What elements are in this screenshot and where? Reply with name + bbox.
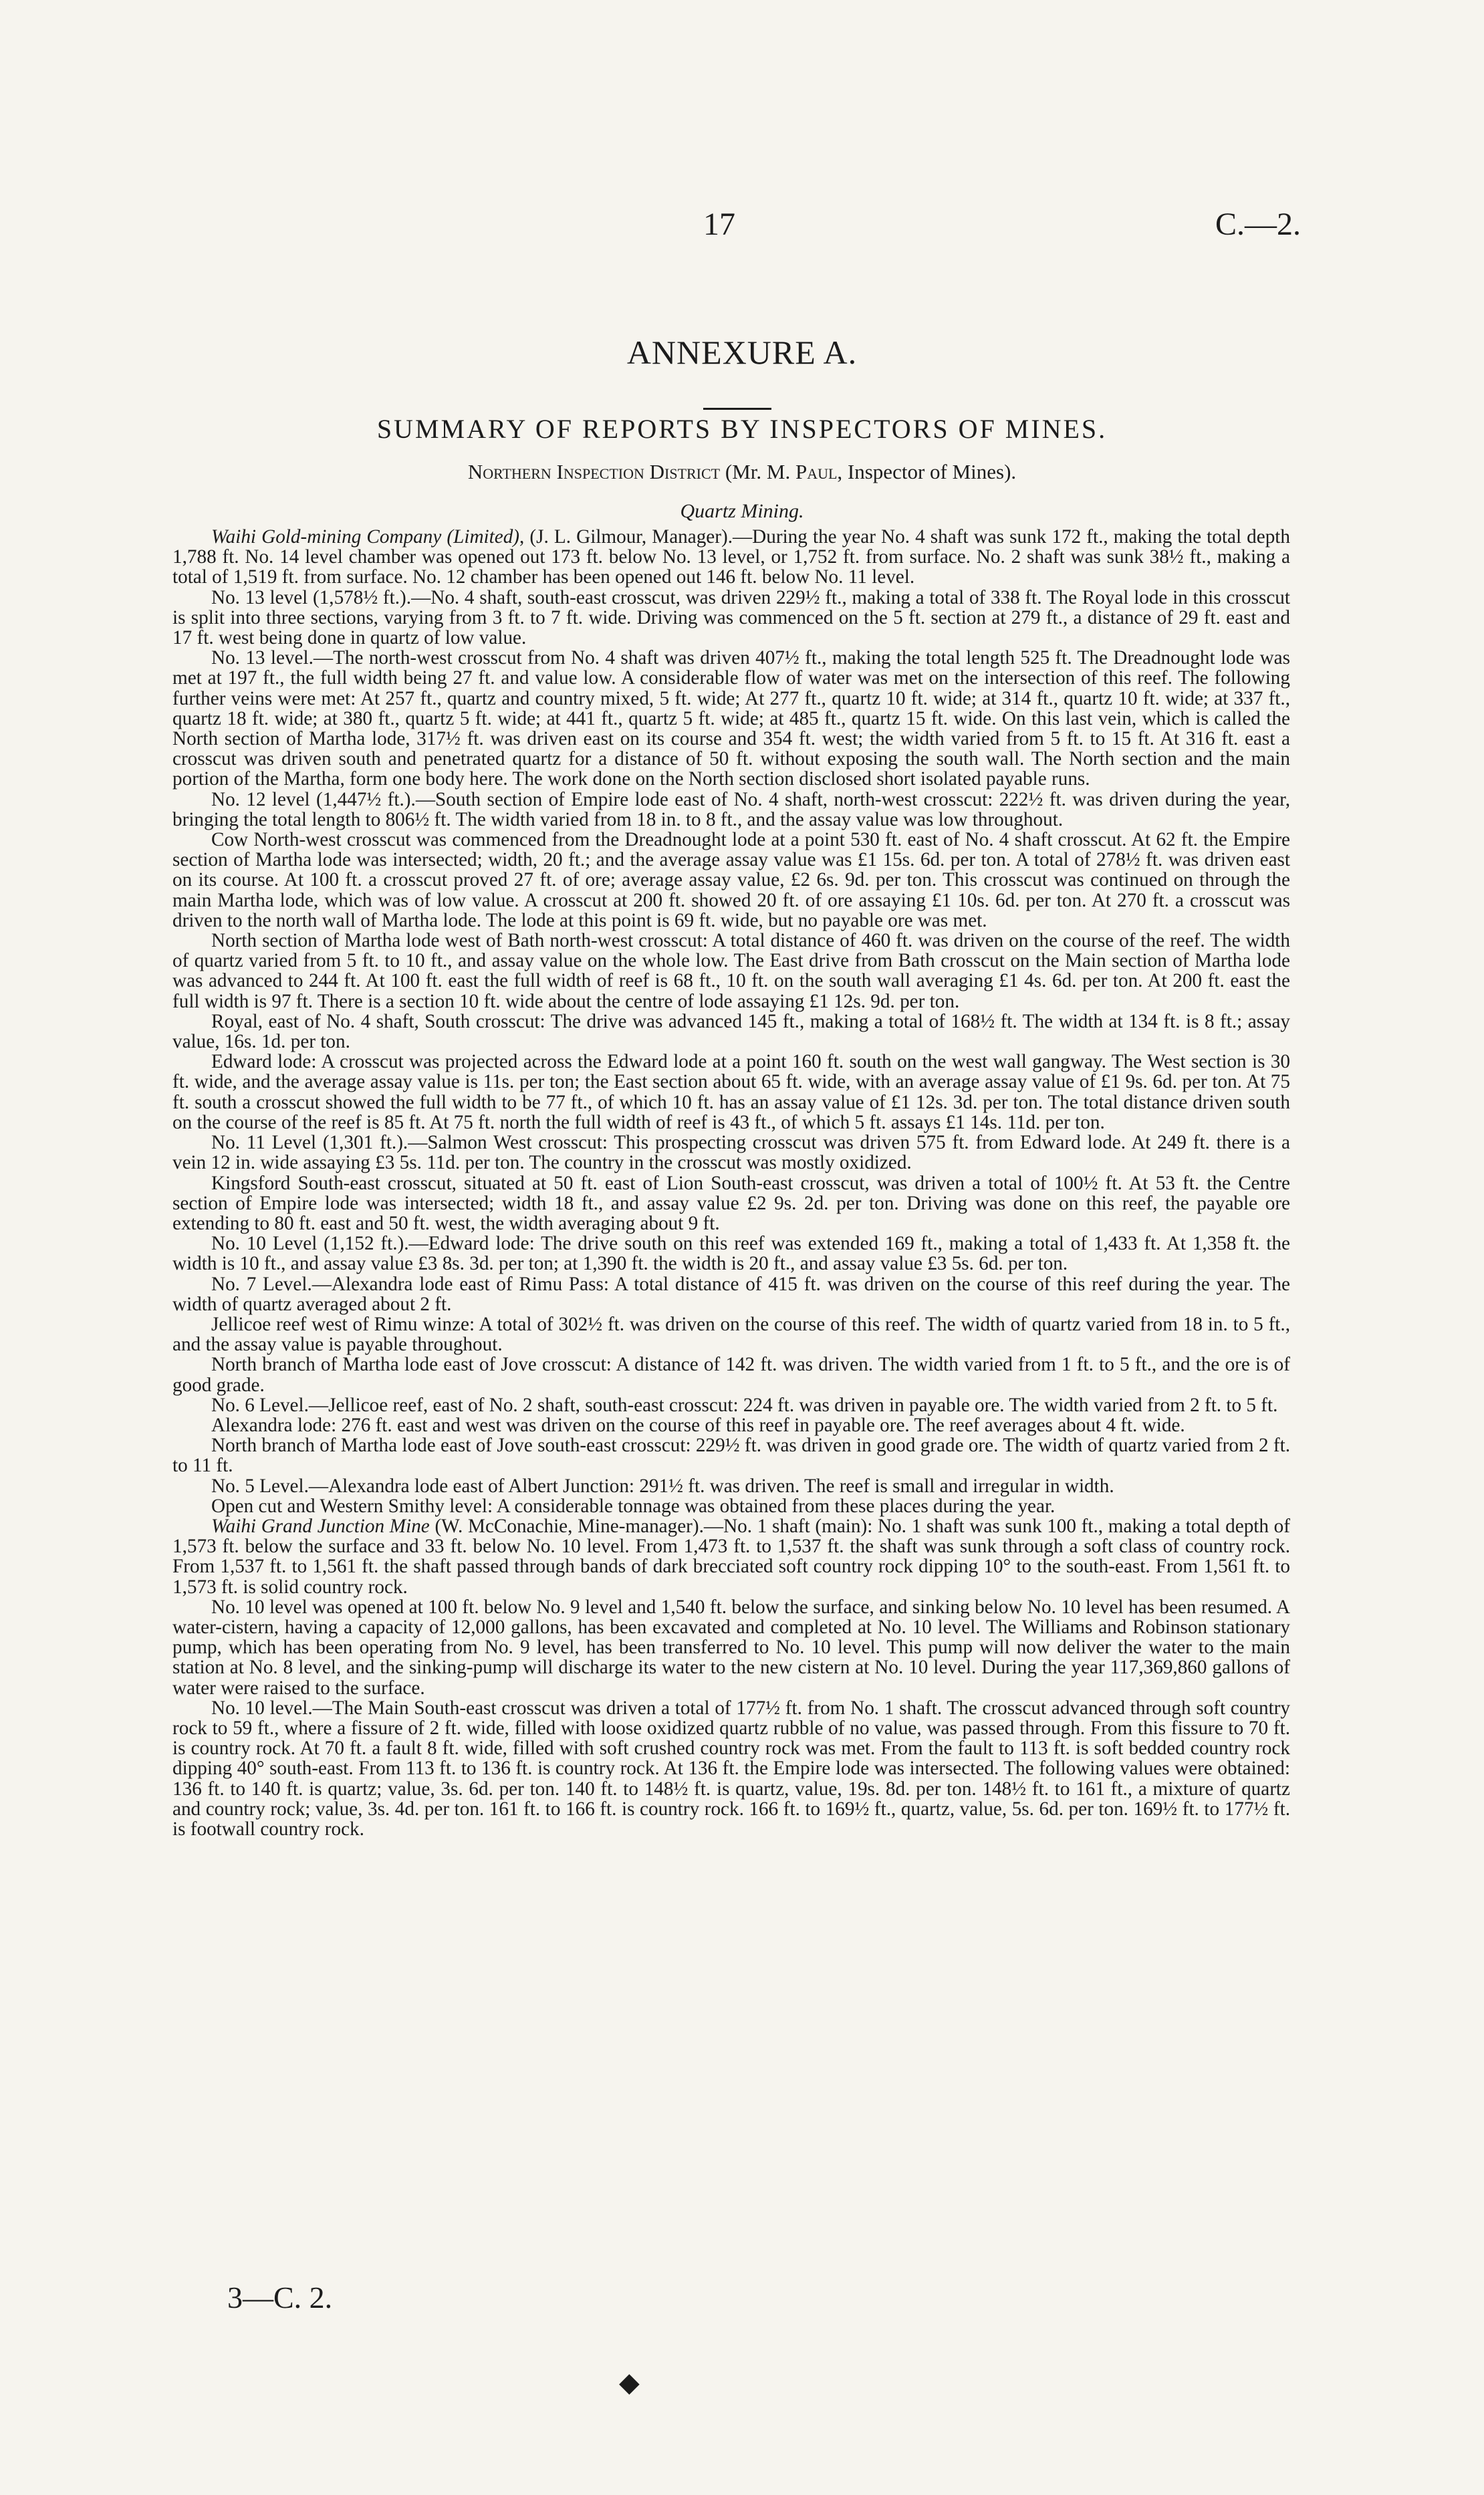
report-paragraph [172, 1052, 1290, 1133]
report-paragraph [172, 830, 1290, 931]
district-inspector-open: (Mr. M. [720, 460, 795, 483]
paragraph-text: No. 10 Level (1,152 ft.).—Edward lode: The drive south on this reef was extended 169 ft., making a total of 1,433 ft. At 1,358 ft. the width is 10 ft., and assay value £3 8s. 3d. per ton; at 1,390 ft. the width is 20 ft., and assay value £3 5s. 6d. per ton. [172, 1233, 1290, 1275]
report-paragraph [172, 1597, 1290, 1698]
paragraph-text: Cow North-west crosscut was commenced from the Dreadnought lode at a point 530 ft. east of No. 4 shaft crosscut. At 62 ft. the Empire section of Martha lode was intersected; width, 20 ft.; and the average assay value was £1 15s. 6d. per ton. A total of 278½ ft. was driven east on its course. At 100 ft. a crosscut proved 27 ft. of ore; average assay value, £2 6s. 9d. per ton. This crosscut was continued on through the main Martha lode, which was of low value. A crosscut at 200 ft. showed 20 ft. of ore assaying £1 10s. 6d. per ton. At 270 ft. a crosscut was driven to the north wall of Martha lode. The lode at this point is 69 ft. wide, but no payable ore was met. [172, 829, 1290, 931]
report-paragraph [172, 1314, 1290, 1354]
report-paragraph [172, 931, 1290, 1012]
paragraph-text: No. 5 Level.—Alexandra lode east of Albert Junction: 291½ ft. was driven. The reef is small and irregular in width. [211, 1475, 1114, 1497]
report-paragraph [172, 1133, 1290, 1173]
paper-reference: C.—2. [1215, 207, 1302, 242]
report-body [172, 527, 1290, 1839]
paragraph-text: North section of Martha lode west of Bath north-west crosscut: A total distance of 460 ft. was driven on the course of the reef. The width of quartz varied from 5 ft. to 10 ft., and assay value on the whole low. The East drive from Bath crosscut on the Main section of Martha lode was advanced to 244 ft. At 100 ft. east the full width of reef is 68 ft., 10 ft. on the south wall averaging £1 4s. 6d. per ton. At 200 ft. east the full width is 97 ft. There is a section 10 ft. wide about the centre of lode assaying £1 12s. 9d. per ton. [172, 930, 1290, 1012]
report-paragraph [172, 527, 1290, 588]
company-name: Waihi Gold-mining Company (Limited) [211, 526, 520, 548]
report-paragraph [172, 588, 1290, 648]
report-paragraph [172, 1012, 1290, 1052]
district-inspector-close: , Inspector of Mines). [837, 460, 1017, 483]
paragraph-text: No. 10 level was opened at 100 ft. below No. 9 level and 1,540 ft. below the surface, and sinking below No. 10 level has been resumed. A water-cistern, having a capacity of 12,000 gallons, has been excavated and completed at No. 10 level. The Williams and Robinson stationary pump, which has been operating from No. 9 level, has been transferred to No. 10 level. This pump will now deliver the water to the main station at No. 8 level, and the sinking-pump will discharge its water to the new cistern at No. 10 level. During the year 117,369,860 gallons of water were raised to the surface. [172, 1596, 1290, 1699]
paragraph-text: Edward lode: A crosscut was projected across the Edward lode at a point 160 ft. south on the west wall gangway. The West section is 30 ft. wide, and the average assay value is 11s. per ton; the East section about 65 ft. wide, with an average assay value of £1 9s. 6d. per ton. At 75 ft. south a crosscut showed the full width to be 77 ft., of which 10 ft. has an assay value of £1 12s. 3d. per ton. The total distance driven south on the course of the reef is 85 ft. At 75 ft. north the full width of reef is 43 ft., of which 5 ft. assays £1 14s. 11d. per ton. [172, 1051, 1290, 1133]
report-paragraph [172, 790, 1290, 830]
heading-rule [703, 408, 771, 410]
paragraph-text: North branch of Martha lode east of Jove south-east crosscut: 229½ ft. was driven in good grade ore. The width of quartz varied from 2 ft. to 11 ft. [172, 1435, 1290, 1477]
report-paragraph [172, 1698, 1290, 1839]
annexure-heading: ANNEXURE A. [626, 334, 858, 371]
report-paragraph [172, 1496, 1290, 1516]
paragraph-text: No. 11 Level (1,301 ft.).—Salmon West crosscut: This prospecting crosscut was driven 575 ft. from Edward lode. At 249 ft. there is a vein 12 in. wide assaying £3 5s. 11d. per ton. The country in the crosscut was mostly oxidized. [172, 1132, 1290, 1174]
report-paragraph [172, 1274, 1290, 1314]
report-paragraph [172, 1516, 1290, 1597]
report-paragraph [172, 1435, 1290, 1475]
ornament-icon: ◆ [619, 2367, 640, 2397]
paragraph-text: No. 12 level (1,447½ ft.).—South section of Empire lode east of No. 4 shaft, north-west crosscut: 222½ ft. was driven during the year, bringing the total length to 806½ ft. The width varied from 18 in. to 8 ft., and the assay value was low throughout. [172, 788, 1290, 830]
paragraph-text: , (J. L. Gilmour, Manager).—During the year No. 4 shaft was sunk 172 ft., making the total depth 1,788 ft. No. 14 level chamber was opened out 173 ft. below No. 13 level, or 1,752 ft. from surface. No. 2 shaft was sunk 38½ ft., making a total of 1,519 ft. from surface. No. 12 chamber has been opened out 146 ft. below No. 11 level. [172, 526, 1290, 588]
report-paragraph [172, 1395, 1290, 1415]
paragraph-text: No. 13 level (1,578½ ft.).—No. 4 shaft, south-east crosscut, was driven 229½ ft., making a total of 338 ft. The Royal lode in this crosscut is split into three sections, varying from 3 ft. to 7 ft. wide. Driving was commenced on the 5 ft. section at 279 ft., a distance of 29 ft. east and 17 ft. west being done in quartz of low value. [172, 586, 1290, 649]
paragraph-text: (W. McConachie, Mine-manager).—No. 1 shaft (main): No. 1 shaft was sunk 100 ft., making a total depth of 1,573 ft. below the surface and 33 ft. below No. 10 level. From 1,473 ft. to 1,537 ft. the shaft was sunk through a soft class of country rock. From 1,537 ft. to 1,561 ft. the shaft passed through bands of dark brecciated soft country rock dipping 10° to the south-east. From 1,561 ft. to 1,573 ft. is solid country rock. [172, 1515, 1290, 1598]
report-paragraph [172, 648, 1290, 789]
report-paragraph [172, 1354, 1290, 1395]
signature-mark: 3—C. 2. [227, 2280, 333, 2314]
paragraph-text: No. 7 Level.—Alexandra lode east of Rimu Pass: A total distance of 415 ft. was driven on the course of this reef during the year. The width of quartz averaged about 2 ft. [172, 1273, 1290, 1315]
paragraph-text: Open cut and Western Smithy level: A considerable tonnage was obtained from these places during the year. [211, 1495, 1056, 1517]
page-number: 17 [703, 207, 735, 242]
district-line [0, 460, 1484, 484]
section-heading: Quartz Mining. [680, 500, 804, 522]
paragraph-text: Alexandra lode: 276 ft. east and west was driven on the course of this reef in payable ore. The reef averages about 4 ft. wide. [211, 1414, 1185, 1436]
report-paragraph [172, 1476, 1290, 1496]
summary-heading: SUMMARY OF REPORTS BY INSPECTORS OF MINES. [376, 414, 1108, 444]
report-paragraph [172, 1173, 1290, 1234]
paragraph-text: Kingsford South-east crosscut, situated at 50 ft. east of Lion South-east crosscut, was driven a total of 100½ ft. At 53 ft. the Centre section of Empire lode was intersected; width 18 ft., and assay value £2 9s. 2d. per ton. Driving was done on this reef, the payable ore extending to 80 ft. east and 50 ft. west, the width averaging about 9 ft. [172, 1172, 1290, 1234]
district-name: Northern Inspection District [467, 460, 721, 483]
report-paragraph [172, 1415, 1290, 1435]
paragraph-text: No. 10 level.—The Main South-east crosscut was driven a total of 177½ ft. from No. 1 shaft. The crosscut advanced through soft country rock to 59 ft., where a fissure of 2 ft. wide, filled with loose oxidized quartz rubble of no value, was passed through. From this fissure to 70 ft. is country rock. At 70 ft. a fault 8 ft. wide, filled with soft crushed country rock was met. From the fault to 113 ft. is soft bedded country rock dipping 40° south-east. From 113 ft. to 136 ft. is country rock. At 136 ft. the Empire lode was intersected. The following values were obtained: 136 ft. to 140 ft. is quartz; value, 3s. 6d. per ton. 140 ft. to 148½ ft. is quartz, value, 19s. 8d. per ton. 148½ ft. to 161 ft., a mixture of quartz and country rock; value, 3s. 4d. per ton. 161 ft. to 166 ft. is country rock. 166 ft. to 169½ ft., quartz, value, 5s. 6d. per ton. 169½ ft. to 177½ ft. is footwall country rock. [172, 1697, 1290, 1840]
paragraph-text: North branch of Martha lode east of Jove crosscut: A distance of 142 ft. was driven. The width varied from 1 ft. to 5 ft., and the ore is of good grade. [172, 1354, 1290, 1396]
inspector-name: Paul [795, 460, 838, 483]
paragraph-text: Royal, east of No. 4 shaft, South crosscut: The drive was advanced 145 ft., making a total of 168½ ft. The width at 134 ft. is 8 ft.; assay value, 16s. 1d. per ton. [172, 1010, 1290, 1053]
paragraph-text: No. 6 Level.—Jellicoe reef, east of No. 2 shaft, south-east crosscut: 224 ft. was driven in payable ore. The width varied from 2 ft. to 5 ft. [211, 1394, 1278, 1416]
paragraph-text: Jellicoe reef west of Rimu winze: A total of 302½ ft. was driven on the course of this reef. The width of quartz varied from 18 in. to 5 ft., and the assay value is payable throughout. [172, 1313, 1290, 1356]
report-paragraph [172, 1233, 1290, 1274]
company-name: Waihi Grand Junction Mine [211, 1515, 430, 1537]
paragraph-text: No. 13 level.—The north-west crosscut from No. 4 shaft was driven 407½ ft., making the total length 525 ft. The Dreadnought lode was met at 197 ft., the full width being 27 ft. and value low. A considerable flow of water was met on the intersection of this reef. The following further veins were met: At 257 ft., quartz and country mixed, 5 ft. wide; At 277 ft., quartz 10 ft. wide; at 314 ft., quartz 10 ft. wide; at 337 ft., quartz 18 ft. wide; at 380 ft., quartz 5 ft. wide; at 441 ft., quartz 5 ft. wide; at 485 ft., quartz 15 ft. wide. On this last vein, which is called the North section of Martha lode, 317½ ft. was driven east on its course and 354 ft. west; the width varied from 5 ft. to 15 ft. At 316 ft. east a crosscut was driven south and penetrated quartz for a distance of 50 ft. without exposing the south wall. The North section and the main portion of the Martha, form one body here. The work done on the North section disclosed short isolated payable runs. [172, 647, 1290, 790]
